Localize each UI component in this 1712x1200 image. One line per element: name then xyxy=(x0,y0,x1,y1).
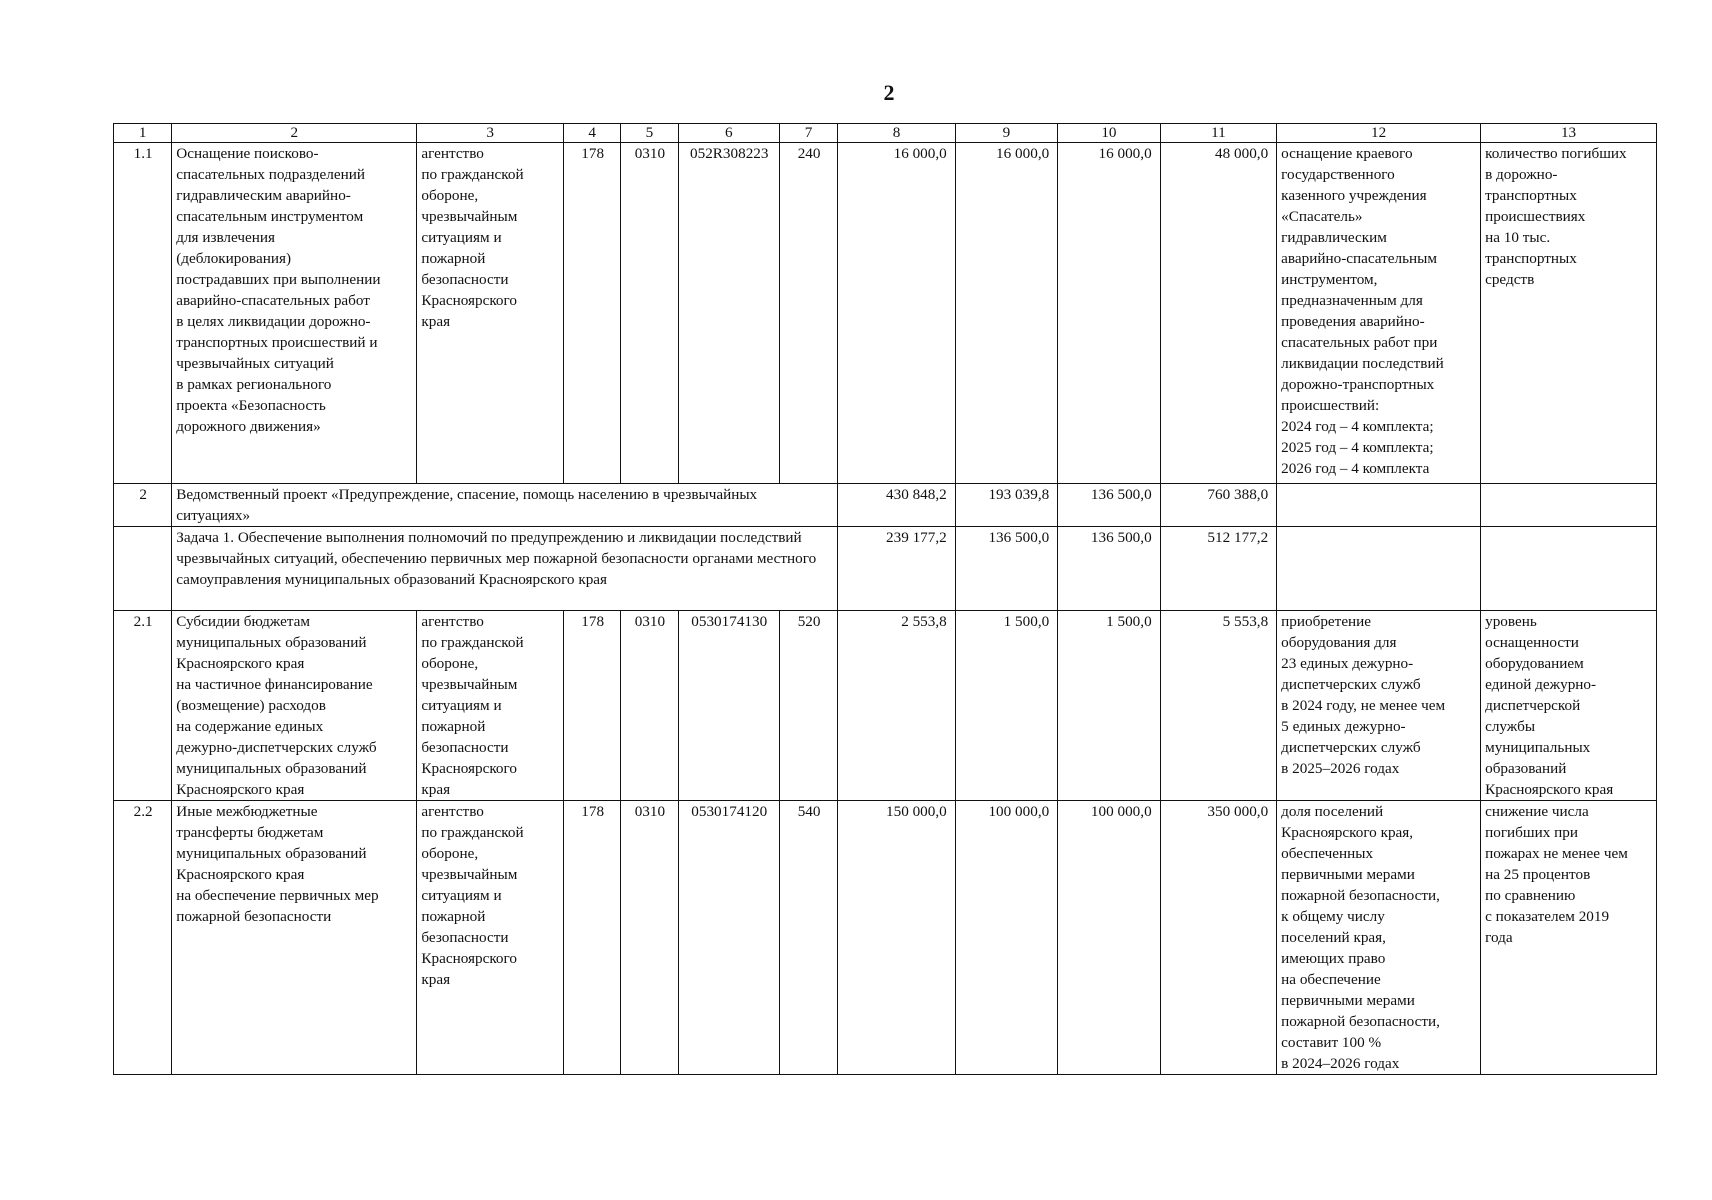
amount-2026: 16 000,0 xyxy=(1058,143,1160,484)
measure-name: Оснащение поисково- спасательных подразделений гидравлическим аварийно- спасательным инструментом для извлечения (деблокирования) пострадавших при выполнении аварийно-спасательных работ в целях ликвидации дорожно- транспортных происшествий и чрезвычайных ситуаций в рамках регионального проекта «Безопасность дорожного движения» xyxy=(172,143,417,484)
task-name: Задача 1. Обеспечение выполнения полномочий по предупреждению и ликвидации последствий чрезвычайных ситуаций, обеспечению первичных мер пожарной безопасности органами местного самоуправления муниципальных образований Красноярского края xyxy=(172,527,838,611)
page-number: 2 xyxy=(883,80,895,105)
amount-total: 48 000,0 xyxy=(1160,143,1277,484)
empty-cell xyxy=(1481,484,1657,527)
header-cell: 4 xyxy=(564,124,621,143)
indicator: уровень оснащенности оборудованием единой дежурно- диспетчерской службы муниципальных образований Красноярского края xyxy=(1481,611,1657,801)
responsible-agency: агентство по гражданской обороне, чрезвычайным ситуациям и пожарной безопасности Красноярского края xyxy=(417,801,564,1075)
amount-2024: 16 000,0 xyxy=(838,143,956,484)
expected-result: оснащение краевого государственного казенного учреждения «Спасатель» гидравлическим аварийно-спасательным инструментом, предназначенным для проведения аварийно- спасательных работ при ликвидации последствий дорожно-транспортных происшествий: 2024 год – 4 комплекта; 2025 год – 4 комплекта; 2026 год – 4 комплекта xyxy=(1277,143,1481,484)
expense-type-code: 540 xyxy=(779,801,837,1075)
amount-2025: 1 500,0 xyxy=(955,611,1057,801)
row-number: 2.2 xyxy=(114,801,172,1075)
empty-cell xyxy=(1481,527,1657,611)
amount-2025: 100 000,0 xyxy=(955,801,1057,1075)
amount-2024: 239 177,2 xyxy=(838,527,956,611)
target-article-code: 052R308223 xyxy=(678,143,779,484)
amount-total: 760 388,0 xyxy=(1160,484,1277,527)
amount-2025: 193 039,8 xyxy=(955,484,1057,527)
measure-name: Субсидии бюджетам муниципальных образований Красноярского края на частичное финансирование (возмещение) расходов на содержание единых дежурно-диспетчерских служб муниципальных образований Красноярского края xyxy=(172,611,417,801)
empty-cell xyxy=(114,527,172,611)
table-row xyxy=(114,484,1657,527)
amount-2026: 136 500,0 xyxy=(1058,484,1160,527)
row-number: 2 xyxy=(114,484,172,527)
header-row xyxy=(114,124,1657,143)
target-article-code: 0530174130 xyxy=(678,611,779,801)
row-number: 1.1 xyxy=(114,143,172,484)
amount-2024: 2 553,8 xyxy=(838,611,956,801)
row-number: 2.1 xyxy=(114,611,172,801)
amount-total: 350 000,0 xyxy=(1160,801,1277,1075)
project-name: Ведомственный проект «Предупреждение, спасение, помощь населению в чрезвычайных ситуациях» xyxy=(172,484,838,527)
section-code: 0310 xyxy=(621,611,678,801)
target-article-code: 0530174120 xyxy=(678,801,779,1075)
indicator: снижение числа погибших при пожарах не менее чем на 25 процентов по сравнению с показателем 2019 года xyxy=(1481,801,1657,1075)
expense-type-code: 240 xyxy=(779,143,837,484)
header-cell: 2 xyxy=(172,124,417,143)
measure-name: Иные межбюджетные трансферты бюджетам муниципальных образований Красноярского края на обеспечение первичных мер пожарной безопасности xyxy=(172,801,417,1075)
amount-2024: 430 848,2 xyxy=(838,484,956,527)
expected-result: доля поселений Красноярского края, обеспеченных первичными мерами пожарной безопасности, к общему числу поселений края, имеющих право на обеспечение первичными мерами пожарной безопасности, составит 100 % в 2024–2026 годах xyxy=(1277,801,1481,1075)
table-row xyxy=(114,143,1657,484)
ministry-code: 178 xyxy=(564,611,621,801)
header-cell: 1 xyxy=(114,124,172,143)
header-cell: 6 xyxy=(678,124,779,143)
header-cell: 12 xyxy=(1277,124,1481,143)
amount-2025: 16 000,0 xyxy=(955,143,1057,484)
header-cell: 9 xyxy=(955,124,1057,143)
empty-cell xyxy=(1277,484,1481,527)
section-code: 0310 xyxy=(621,143,678,484)
header-cell: 10 xyxy=(1058,124,1160,143)
header-cell: 11 xyxy=(1160,124,1277,143)
table-row xyxy=(114,527,1657,611)
amount-total: 512 177,2 xyxy=(1160,527,1277,611)
header-cell: 7 xyxy=(779,124,837,143)
amount-2025: 136 500,0 xyxy=(955,527,1057,611)
header-cell: 3 xyxy=(417,124,564,143)
amount-2026: 136 500,0 xyxy=(1058,527,1160,611)
table-row xyxy=(114,611,1657,801)
amount-2024: 150 000,0 xyxy=(838,801,956,1075)
amount-total: 5 553,8 xyxy=(1160,611,1277,801)
header-cell: 5 xyxy=(621,124,678,143)
expected-result: приобретение оборудования для 23 единых дежурно- диспетчерских служб в 2024 году, не менее чем 5 единых дежурно- диспетчерских служб в 2025–2026 годах xyxy=(1277,611,1481,801)
header-cell: 13 xyxy=(1481,124,1657,143)
amount-2026: 100 000,0 xyxy=(1058,801,1160,1075)
table-row xyxy=(114,801,1657,1075)
budget-table xyxy=(113,123,1657,1075)
responsible-agency: агентство по гражданской обороне, чрезвычайным ситуациям и пожарной безопасности Красноярского края xyxy=(417,143,564,484)
responsible-agency: агентство по гражданской обороне, чрезвычайным ситуациям и пожарной безопасности Красноярского края xyxy=(417,611,564,801)
header-cell: 8 xyxy=(838,124,956,143)
ministry-code: 178 xyxy=(564,801,621,1075)
expense-type-code: 520 xyxy=(779,611,837,801)
empty-cell xyxy=(1277,527,1481,611)
ministry-code: 178 xyxy=(564,143,621,484)
section-code: 0310 xyxy=(621,801,678,1075)
indicator: количество погибших в дорожно- транспортных происшествиях на 10 тыс. транспортных средств xyxy=(1481,143,1657,484)
amount-2026: 1 500,0 xyxy=(1058,611,1160,801)
